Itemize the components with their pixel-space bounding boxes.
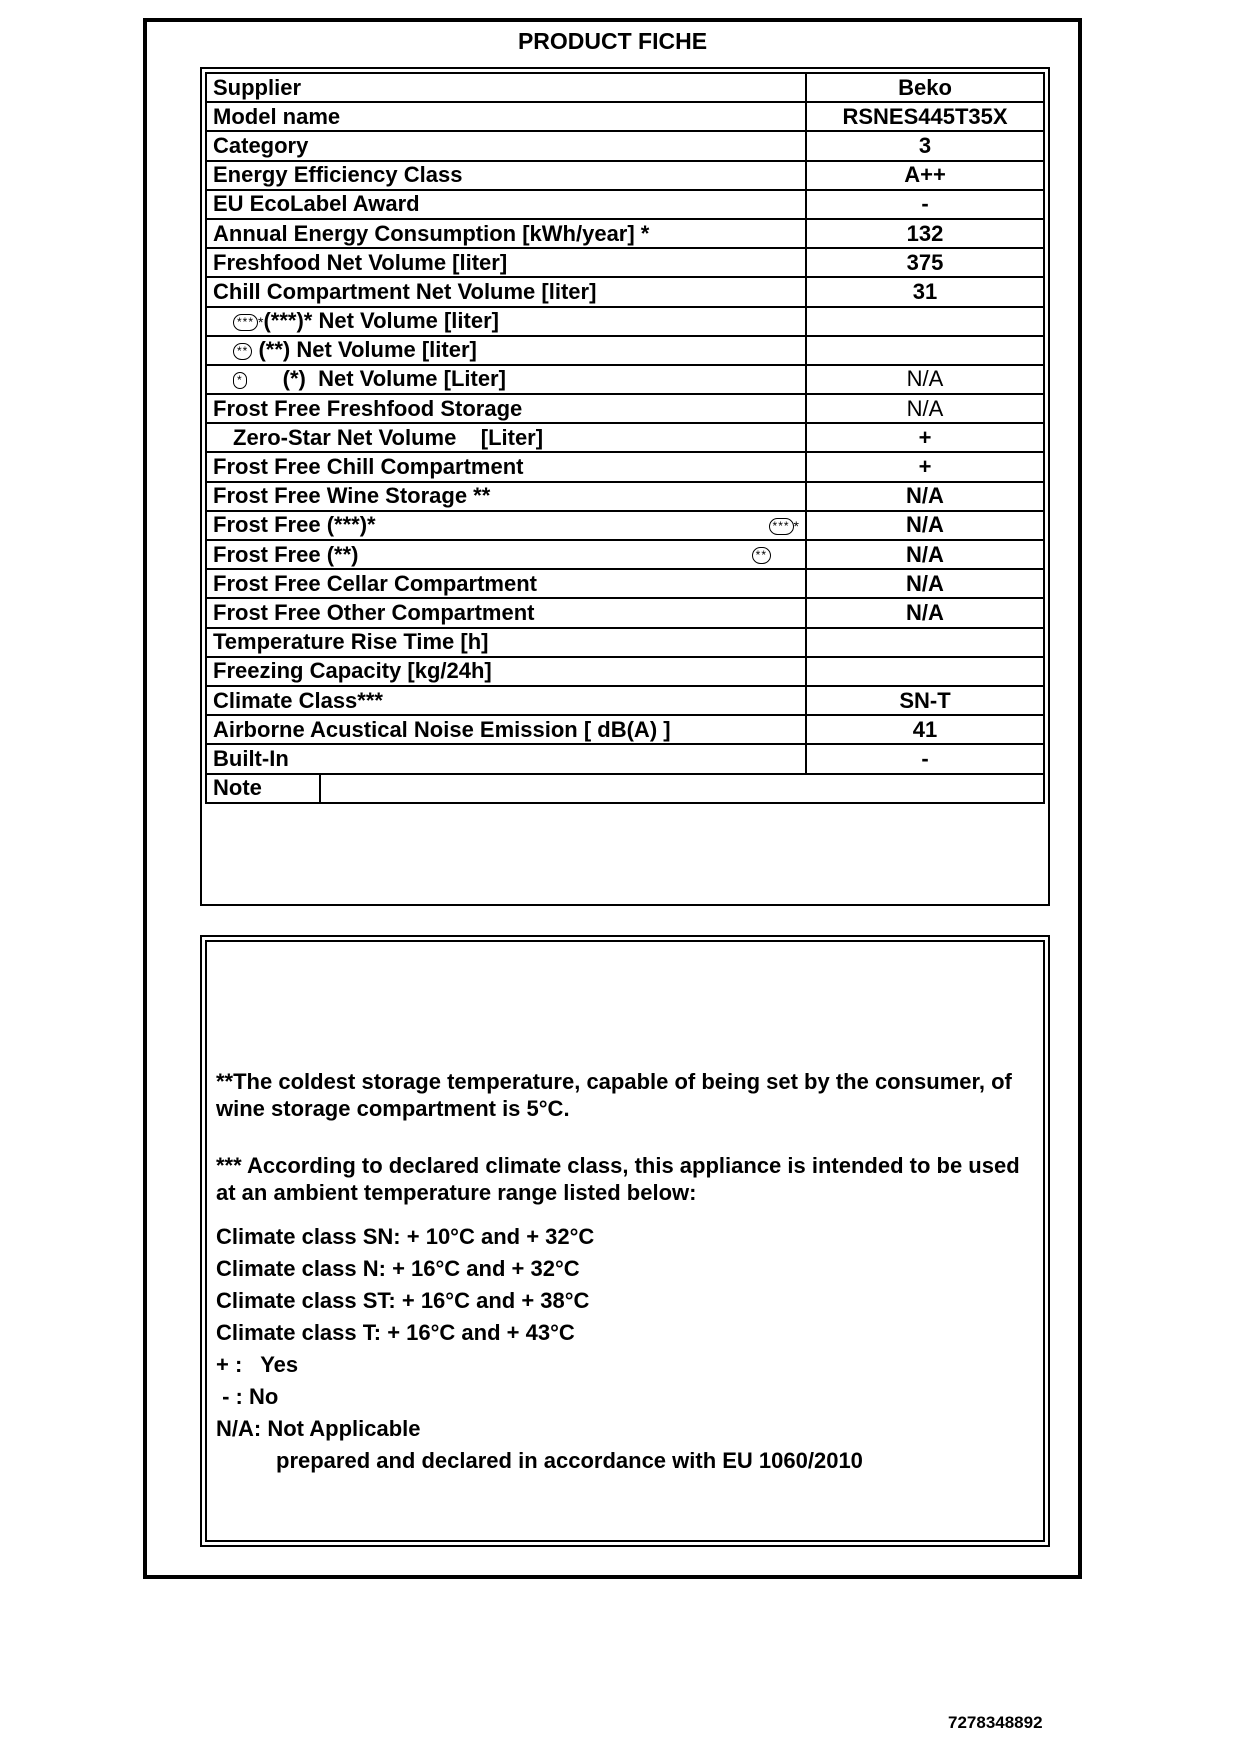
table-row — [206, 73, 1044, 102]
row-label: (*) Net Volume [Liter] — [282, 366, 506, 392]
row-label: Frost Free Freshfood Storage — [206, 394, 806, 423]
row-value: 375 — [806, 248, 1044, 277]
row-label: Climate Class*** — [206, 686, 806, 715]
table-row — [206, 248, 1044, 277]
row-value: 132 — [806, 219, 1044, 248]
row-value — [806, 657, 1044, 686]
climate-class-sn: Climate class SN: + 10°C and + 32°C — [216, 1224, 595, 1249]
row-label: Category — [206, 131, 806, 160]
legend-yes: + : Yes — [216, 1352, 299, 1377]
legend-not-applicable: N/A: Not Applicable — [216, 1416, 421, 1441]
row-value: 41 — [806, 715, 1044, 744]
row-value — [806, 307, 1044, 336]
row-label: Energy Efficiency Class — [206, 161, 806, 190]
page-title: PRODUCT FICHE — [517, 28, 708, 54]
row-label: Frost Free (**) — [213, 541, 359, 567]
table-row — [206, 569, 1044, 598]
legend-no: - : No — [216, 1384, 279, 1409]
row-value: - — [806, 744, 1044, 773]
row-value — [806, 628, 1044, 657]
row-value: Beko — [806, 73, 1044, 102]
row-label: Frost Free Wine Storage ** — [206, 482, 806, 511]
table-row — [206, 423, 1044, 452]
table-row — [206, 336, 1044, 365]
table-row — [206, 657, 1044, 686]
row-value: SN-T — [806, 686, 1044, 715]
row-label: Frost Free Cellar Compartment — [206, 569, 806, 598]
row-value: 3 — [806, 131, 1044, 160]
row-label-cell — [206, 336, 806, 365]
table-row — [206, 452, 1044, 481]
climate-class-t: Climate class T: + 16°C and + 43°C — [216, 1320, 575, 1345]
table-row — [206, 190, 1044, 219]
document-code: 7278348892 — [948, 1713, 1043, 1732]
table-row — [206, 540, 1044, 569]
row-label: Model name — [206, 102, 806, 131]
row-label: Built-In — [206, 744, 806, 773]
table-row — [206, 277, 1044, 306]
footnotes-inner — [205, 940, 1045, 1542]
climate-class-n: Climate class N: + 16°C and + 32°C — [216, 1256, 580, 1281]
row-value: N/A — [806, 511, 1044, 540]
table-row — [206, 511, 1044, 540]
declaration-text: prepared and declared in accordance with EU 1060/2010 — [276, 1448, 863, 1473]
footnotes-box — [200, 935, 1050, 1547]
table-row — [206, 686, 1044, 715]
row-label: Zero-Star Net Volume [Liter] — [206, 423, 806, 452]
row-value: + — [806, 423, 1044, 452]
row-label: Frost Free Chill Compartment — [206, 452, 806, 481]
star-tail-icon: * — [793, 518, 799, 535]
wine-storage-note: **The coldest storage temperature, capable of being set by the consumer, of wine storage compartment is 5°C. — [216, 1069, 1012, 1121]
climate-class-st: Climate class ST: + 16°C and + 38°C — [216, 1288, 590, 1313]
fiche-table — [205, 72, 1045, 804]
climate-class-note: *** According to declared climate class, this appliance is intended to be used at an ambient temperature range listed below: — [216, 1153, 1020, 1205]
table-row — [206, 744, 1044, 773]
row-label: Freezing Capacity [kg/24h] — [206, 657, 806, 686]
table-row — [206, 102, 1044, 131]
row-label: Chill Compartment Net Volume [liter] — [206, 277, 806, 306]
row-value: N/A — [806, 394, 1044, 423]
table-row — [206, 219, 1044, 248]
row-value: - — [806, 190, 1044, 219]
row-label-cell — [206, 511, 806, 540]
table-row — [206, 161, 1044, 190]
two-star-freezer-icon: ** — [752, 547, 771, 564]
two-star-freezer-icon-group — [752, 544, 771, 566]
row-label: (**) Net Volume [liter] — [258, 337, 477, 363]
row-value: + — [806, 452, 1044, 481]
row-value: 31 — [806, 277, 1044, 306]
row-value: RSNES445T35X — [806, 102, 1044, 131]
table-row — [206, 598, 1044, 627]
row-label: Supplier — [206, 73, 806, 102]
row-label-cell — [206, 365, 806, 394]
table-row — [206, 482, 1044, 511]
row-label: Annual Energy Consumption [kWh/year] * — [206, 219, 806, 248]
row-value: N/A — [806, 540, 1044, 569]
table-row — [206, 307, 1044, 336]
row-value: A++ — [806, 161, 1044, 190]
four-star-freezer-icon: *** — [769, 518, 794, 535]
row-label: Frost Free (***)* — [213, 512, 376, 538]
row-label: Airborne Acustical Noise Emission [ dB(A) ] — [206, 715, 806, 744]
table-row — [206, 715, 1044, 744]
four-star-freezer-icon: *** — [233, 314, 258, 331]
row-value — [806, 336, 1044, 365]
table-row — [206, 131, 1044, 160]
row-value: N/A — [806, 482, 1044, 511]
row-label: (***)* Net Volume [liter] — [263, 308, 499, 334]
row-label-cell — [206, 540, 806, 569]
note-label: Note — [213, 775, 321, 802]
four-star-freezer-icon-group — [769, 514, 799, 536]
fiche-table-box — [200, 67, 1050, 906]
row-value: N/A — [806, 365, 1044, 394]
row-label-cell — [206, 307, 806, 336]
row-label: Temperature Rise Time [h] — [206, 628, 806, 657]
table-row — [206, 394, 1044, 423]
row-label: EU EcoLabel Award — [206, 190, 806, 219]
row-label: Frost Free Other Compartment — [206, 598, 806, 627]
table-row — [206, 628, 1044, 657]
one-star-freezer-icon: * — [233, 372, 247, 389]
star-tail-icon: * — [258, 314, 264, 331]
table-row — [206, 365, 1044, 394]
row-value: N/A — [806, 569, 1044, 598]
note-row — [206, 774, 1044, 803]
row-label: Freshfood Net Volume [liter] — [206, 248, 806, 277]
row-value: N/A — [806, 598, 1044, 627]
two-star-freezer-icon: ** — [233, 343, 252, 360]
table-row — [206, 774, 1044, 803]
